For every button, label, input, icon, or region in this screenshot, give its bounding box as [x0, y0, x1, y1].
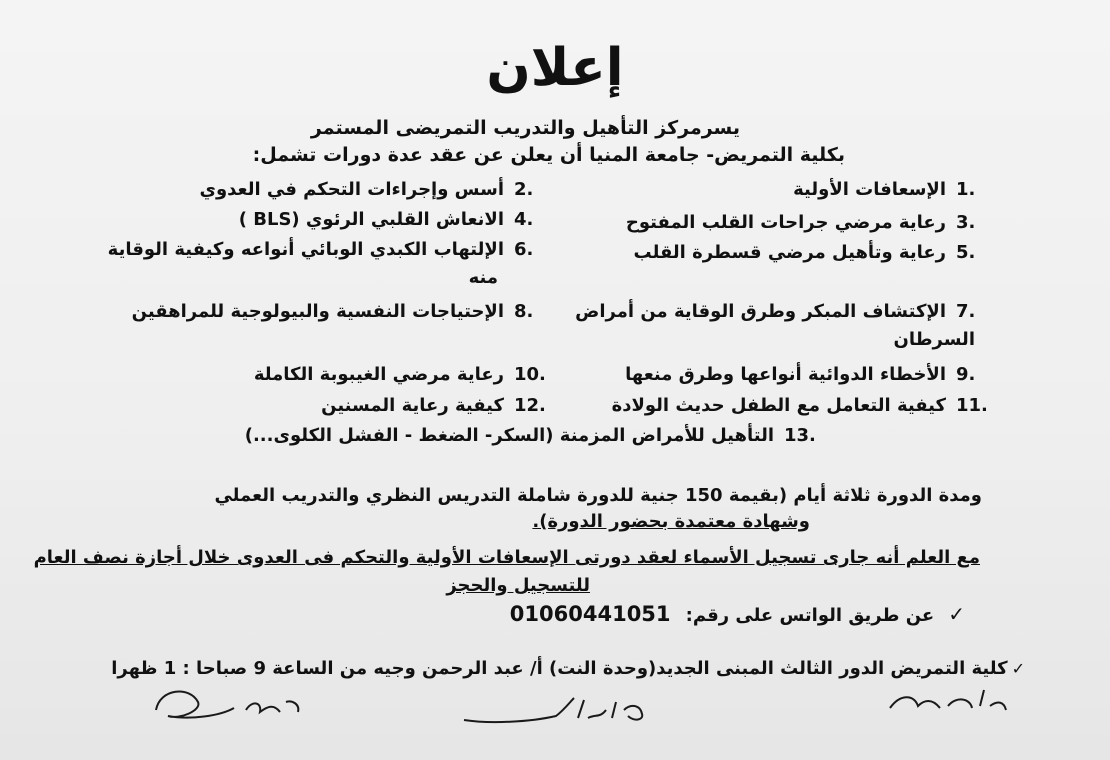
intro-line-2: بكلية التمريض- جامعة المنيا أن يعلن عن عقد عدة دورات تشمل:: [252, 144, 845, 166]
course-text: التأهيل للأمراض المزمنة (السكر- الضغط - الفشل الكلوى...): [244, 425, 774, 446]
course-text: رعاية مرضي الغيبوبة الكاملة: [253, 364, 504, 385]
course-item-4: [239, 206, 550, 234]
course-number: 3.: [956, 212, 976, 233]
signature-middle-drawing: [460, 690, 660, 732]
check-icon: ✓: [1011, 659, 1025, 678]
location-text: كلية التمريض الدور الثالث المبنى الجديد(وحدة النت) أ/ عبد الرحمن وجيه من الساعة 9 صباحا : 1 ظهرا: [111, 658, 1008, 679]
course-number: 9.: [956, 364, 976, 385]
course-number: 5.: [956, 242, 976, 263]
course-text: الإلتهاب الكبدي الوبائي أنواعه وكيفية الوقاية: [107, 239, 504, 260]
course-text: أسس وإجراءات التحكم في العدوي: [199, 179, 504, 200]
course-number: 12.: [514, 395, 546, 416]
course-text: الإحتياجات النفسية والبيولوجية للمراهقين: [131, 301, 504, 322]
signature-left: [150, 680, 310, 730]
course-number: 11.: [956, 395, 988, 416]
course-item-7: [575, 298, 992, 326]
course-number: 2.: [514, 179, 534, 200]
course-number: 10.: [514, 364, 546, 385]
course-item-1: [793, 176, 992, 204]
notice-line-1: مع العلم أنه جارى تسجيل الأسماء لعقد دورتى الإسعافات الأولية والتحكم فى العدوى خلال أجازة نصف العام: [33, 547, 980, 568]
course-item-6-continued: منه: [468, 267, 498, 288]
course-number: 8.: [514, 301, 534, 322]
course-item-2: [199, 176, 550, 204]
signature-right-drawing: [880, 680, 1020, 720]
course-text: الانعاش القلبي الرئوي (BLS ): [238, 209, 504, 230]
course-number: 7.: [956, 301, 976, 322]
intro-line-1: يسرمركز التأهيل والتدريب التمريضى المستمر: [310, 117, 740, 139]
course-text: الأخطاء الدوائية أنواعها وطرق منعها: [625, 364, 946, 385]
course-item-12: [321, 392, 550, 420]
course-item-10: [254, 361, 550, 389]
course-number: 4.: [514, 209, 534, 230]
course-item-11: [612, 392, 992, 420]
whatsapp-label: عن طريق الواتس على رقم:: [685, 605, 935, 626]
contact-whatsapp: [510, 602, 965, 629]
signature-middle: [460, 690, 660, 732]
course-text: رعاية مرضي جراحات القلب المفتوح: [625, 212, 946, 233]
course-number: 6.: [514, 239, 534, 260]
course-item-6: [108, 236, 550, 264]
notice-line-2: للتسجيل والحجز: [446, 575, 590, 596]
phone-number: 01060441051: [509, 602, 671, 626]
signature-right: [880, 680, 1020, 720]
signature-left-drawing: [150, 680, 310, 730]
course-item-8: [132, 298, 550, 326]
course-text: الإسعافات الأولية: [793, 179, 946, 200]
course-item-5: [634, 239, 992, 267]
course-text: رعاية وتأهيل مرضي قسطرة القلب: [633, 242, 946, 263]
check-icon: ✓: [948, 602, 965, 626]
course-text: الإكتشاف المبكر وطرق الوقاية من أمراض: [575, 301, 946, 322]
course-text: كيفية رعاية المسنين: [321, 395, 504, 416]
course-number: 13.: [784, 425, 816, 446]
course-item-13: [245, 422, 820, 450]
duration-line-1: ومدة الدورة ثلاثة أيام (بقيمة 150 جنية للدورة شاملة التدريس النظري والتدريب العملي: [214, 485, 982, 506]
contact-location: [111, 656, 1025, 682]
course-item-3: [626, 209, 992, 237]
page-title: إعلان: [486, 38, 624, 98]
course-number: 1.: [956, 179, 976, 200]
course-text: كيفية التعامل مع الطفل حديث الولادة: [611, 395, 946, 416]
duration-line-2: وشهادة معتمدة بحضور الدورة).: [532, 511, 810, 532]
course-item-7-continued: السرطان: [893, 329, 975, 350]
course-item-9: [625, 361, 992, 389]
